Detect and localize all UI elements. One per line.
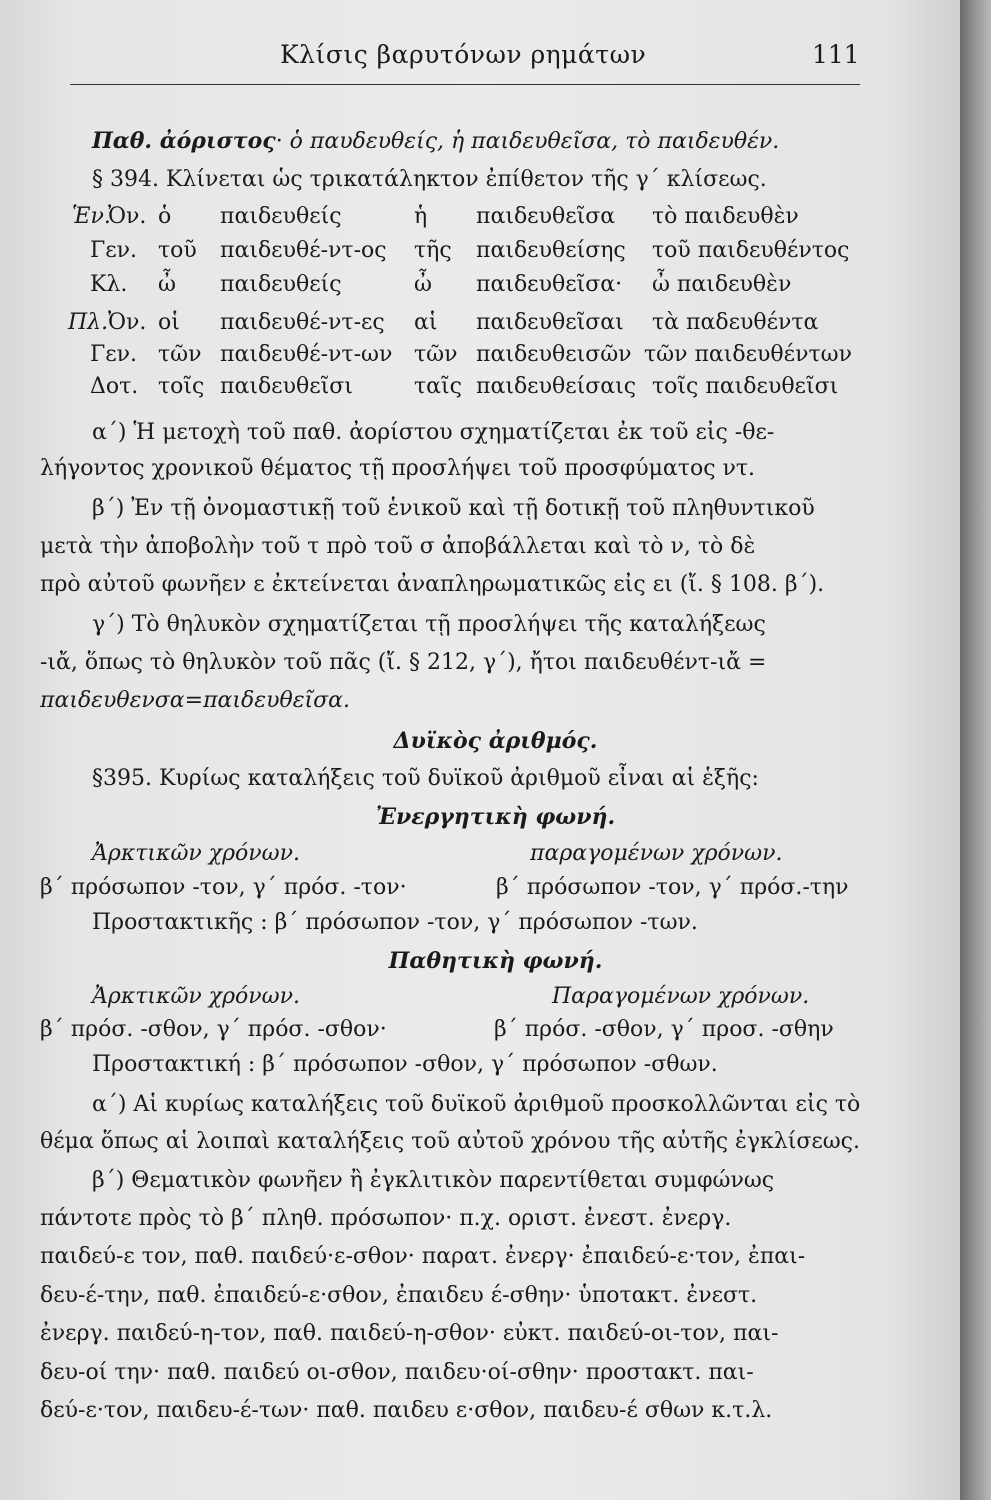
table-cell: τοῖς	[158, 374, 205, 399]
note-394-b-cont: πρὸ αὐτοῦ φωνῆεν ε ἐκτείνεται ἀναπληρωματικῶς εἰς ει (ἴ. § 108. β΄).	[40, 572, 825, 597]
table-cell: τοῦ παιδευθέντος	[652, 238, 850, 263]
passive-primary-label: Ἀρκτικῶν χρόνων.	[92, 984, 300, 1009]
note-394-a-cont: λήγοντος χρονικοῦ θέματος τῇ προσλήψει τοῦ προσφύματος ντ.	[40, 456, 756, 481]
active-imperative: Προστακτικῆς : β΄ πρόσωπον -τον, γ΄ πρόσωπον -των.	[92, 910, 698, 935]
section-394: § 394. Κλίνεται ὡς τρικατάληκτον ἐπίθετον τῆς γ΄ κλίσεως.	[92, 167, 767, 192]
table-cell: παιδευθείσης	[476, 238, 626, 263]
table-cell: παιδευθεισῶν	[476, 342, 632, 367]
note-394-c-cont: παιδευθενσα=παιδευθεῖσα.	[40, 688, 351, 713]
passive-imperative: Προστακτική : β΄ πρόσωπον -σθον, γ΄ πρόσωπον -σθων.	[92, 1052, 718, 1077]
table-cell: τῶν	[158, 342, 202, 367]
table-cell: παιδευθέ-ντ-ες	[220, 310, 385, 335]
table-cell: παιδευθείς	[220, 204, 342, 229]
note-395-b-cont: παιδεύ-ε τον, παθ. παιδεύ·ε-σθον· παρατ. ἐνεργ· ἐπαιδεύ-ε·τον, ἐπαι-	[40, 1244, 806, 1269]
intro-label: Παθ. ἀόριστος	[92, 128, 276, 154]
table-case: Κλ.	[90, 272, 128, 297]
note-395-b: β΄) Θεματικὸν φωνῆεν ἢ ἐγκλιτικὸν παρεντίθεται συμφώνως	[92, 1168, 775, 1193]
running-header-title: Κλίσις βαρυτόνων ρημάτων	[280, 40, 647, 69]
note-394-b-cont: μετὰ τὴν ἀποβολὴν τοῦ τ πρὸ τοῦ σ ἀποβάλλεται καὶ τὸ ν, τὸ δὲ	[40, 534, 756, 559]
table-cell: παιδευθέ-ντ-ος	[220, 238, 387, 263]
plural-label: Πλ.	[68, 310, 109, 335]
table-cell: παιδευθεῖσαι	[476, 310, 624, 335]
note-395-b-cont: δευ-οί την· παθ. παιδεύ οι-σθον, παιδευ·οί-σθην· προστακτ. παι-	[40, 1360, 754, 1385]
table-cell: παιδευθείς	[220, 272, 342, 297]
note-394-c: γ΄) Τὸ θηλυκὸν σχηματίζεται τῇ προσλήψει τῆς καταλήξεως	[92, 612, 766, 637]
active-primary-label: Ἀρκτικῶν χρόνων.	[92, 841, 300, 866]
active-secondary-label: παραγομένων χρόνων.	[530, 841, 783, 866]
table-cell: τῆς	[414, 238, 452, 263]
note-394-b: β΄) Ἐν τῇ ὀνομαστικῇ τοῦ ἑνικοῦ καὶ τῇ δοτικῇ τοῦ πληθυντικοῦ	[92, 496, 815, 521]
header-rule	[70, 84, 860, 85]
note-395-b-cont: δεύ-ε·τον, παιδευ-έ-των· παθ. παιδευ ε·σθον, παιδευ-έ σθων κ.τ.λ.	[40, 1398, 773, 1423]
table-case: Ὀν.	[108, 310, 147, 335]
table-cell: τῶν παιδευθέντων	[644, 342, 852, 367]
note-395-b-cont: δευ-έ-την, παθ. ἐπαιδεύ-ε·σθον, ἐπαιδευ έ-σθην· ὑποτακτ. ἐνεστ.	[40, 1283, 758, 1308]
table-cell: παιδευθείσαις	[476, 374, 637, 399]
table-cell: ὦ παιδευθὲν	[652, 272, 792, 297]
table-cell: παιδευθεῖσα	[476, 204, 616, 229]
table-cell: ὁ	[158, 204, 172, 229]
note-394-a: α΄) Ἡ μετοχὴ τοῦ παθ. ἀορίστου σχηματίζεται ἐκ τοῦ εἰς -θε-	[92, 420, 775, 445]
active-secondary-endings: β΄ πρόσωπον -τον, γ΄ πρόσ.-την	[496, 875, 849, 900]
table-cell: οἱ	[158, 310, 180, 335]
note-395-b-cont: πάντοτε πρὸς τὸ β΄ πληθ. πρόσωπον· π.χ. οριστ. ἐνεστ. ἐνεργ.	[40, 1206, 732, 1231]
note-395-a-cont: θέμα ὅπως αἱ λοιπαὶ καταλήξεις τοῦ αὐτοῦ χρόνου τῆς αὐτῆς ἐγκλίσεως.	[40, 1129, 860, 1154]
table-case: Γεν.	[90, 238, 138, 263]
table-cell: ταῖς	[414, 374, 462, 399]
table-cell: ὦ	[158, 272, 176, 297]
page-number: 111	[812, 40, 860, 69]
table-cell: αἱ	[414, 310, 438, 335]
passive-voice-heading: Παθητικὴ φωνή.	[388, 948, 603, 974]
singular-label: Ἑν.	[72, 204, 111, 229]
passive-secondary-endings: β΄ πρόσ. -σθον, γ΄ προσ. -σθην	[494, 1017, 834, 1042]
table-cell: ἡ	[414, 204, 428, 229]
table-case: Δοτ.	[90, 374, 139, 399]
table-cell: τὸ παιδευθὲν	[652, 204, 799, 229]
intro-forms: · ὁ παυδευθείς, ἡ παιδευθεῖσα, τὸ παιδευθέν.	[275, 129, 780, 154]
active-primary-endings: β΄ πρόσωπον -τον, γ΄ πρόσ. -τον·	[40, 875, 407, 900]
section-395: §395. Κυρίως καταλήξεις τοῦ δυϊκοῦ ἀριθμοῦ εἶναι αἱ ἑξῆς:	[92, 766, 759, 791]
active-voice-heading: Ἐνεργητικὴ φωνή.	[375, 804, 616, 830]
dual-heading: Δυϊκὸς ἀριθμός.	[393, 728, 598, 754]
table-cell: τοῦ	[158, 238, 197, 263]
passive-secondary-label: Παραγομένων χρόνων.	[552, 984, 810, 1009]
table-case: Γεν.	[90, 342, 138, 367]
book-edge-shadow	[960, 0, 991, 1500]
table-cell: τῶν	[414, 342, 458, 367]
table-case: Ὀν.	[108, 204, 147, 229]
table-cell: παιδευθέ-ντ-ων	[220, 342, 393, 367]
passive-primary-endings: β΄ πρόσ. -σθον, γ΄ πρόσ. -σθον·	[40, 1017, 387, 1042]
table-cell: τοῖς παιδευθεῖσι	[652, 374, 839, 399]
table-cell: ὦ	[414, 272, 432, 297]
intro-line	[92, 130, 779, 153]
note-395-a: α΄) Αἱ κυρίως καταλήξεις τοῦ δυϊκοῦ ἀριθμοῦ προσκολλῶνται εἰς τὸ	[92, 1092, 861, 1117]
note-394-c-cont: -ιἄ, ὅπως τὸ θηλυκὸν τοῦ πᾶς (ἴ. § 212, γ΄), ἤτοι παιδευθέντ-ιἄ =	[40, 650, 767, 675]
table-cell: παιδευθεῖσι	[220, 374, 353, 399]
note-395-b-cont: ἐνεργ. παιδεύ-η-τον, παθ. παιδεύ-η-σθον· εὐκτ. παιδεύ-οι-τον, παι-	[40, 1321, 779, 1346]
table-cell: τὰ παδευθέντα	[652, 310, 819, 335]
table-cell: παιδευθεῖσα·	[476, 272, 623, 297]
